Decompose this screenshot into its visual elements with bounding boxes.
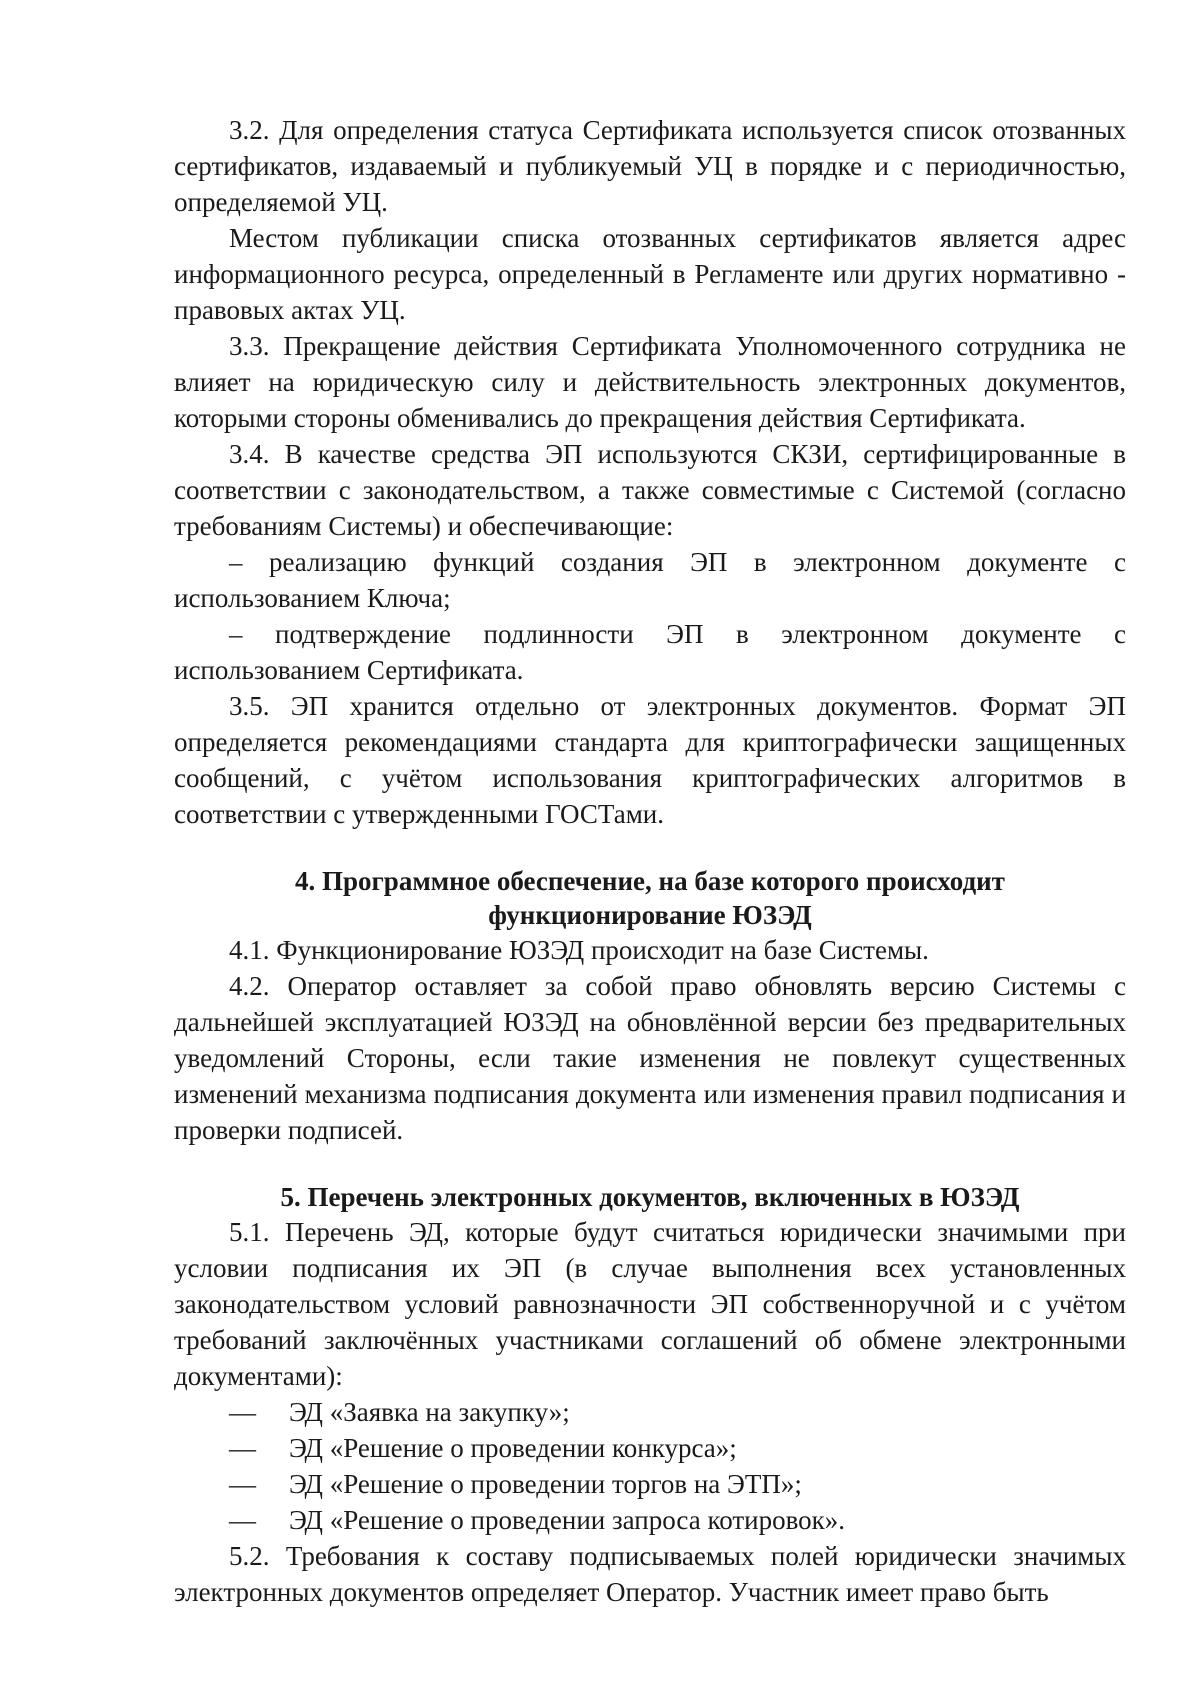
list-item-text: ЭД «Заявка на закупку»;: [289, 1397, 570, 1427]
paragraph-4-2: 4.2. Оператор оставляет за собой право обновлять версию Системы с дальнейшей эксплуатацией ЮЗЭД на обновлённой версии без предварительных уведомлений Стороны, если такие изменения не повлекут существенных изменений механизма подписания документа или изменения правил подписания и проверки подписей.: [174, 971, 1126, 1145]
paragraph-3-3: 3.3. Прекращение действия Сертификата Уполномоченного сотрудника не влияет на юридическую силу и действительность электронных документов, которыми стороны обменивались до прекращения действия Сертификата.: [174, 331, 1126, 433]
dash-bullet: —: [229, 1469, 256, 1499]
list-item: [174, 1394, 1126, 1430]
section-4-heading-line-1: 4. Программное обеспечение, на базе которого происходит: [295, 866, 1005, 896]
section-5-heading: 5. Перечень электронных документов, включенных в ЮЗЭД: [280, 1182, 1020, 1212]
section-gap: [174, 1148, 1126, 1180]
section-4-heading-line-2: функционирование ЮЗЭД: [488, 900, 812, 930]
paragraph-3-4-item-2: – подтверждение подлинности ЭП в электронном документе с использованием Сертификата.: [174, 619, 1126, 685]
paragraph-3-2: 3.2. Для определения статуса Сертификата используется список отозванных сертификатов, издаваемый и публикуемый УЦ в порядке и с периодичностью, определяемой УЦ.: [174, 115, 1126, 217]
paragraph-5-2: 5.2. Требования к составу подписываемых полей юридически значимых электронных документов определяет Оператор. Участник имеет право быть: [174, 1541, 1126, 1607]
list-item: [174, 1466, 1126, 1502]
dash-bullet: —: [229, 1505, 256, 1535]
document-body: [174, 112, 1126, 1610]
paragraph-3-5: 3.5. ЭП хранится отдельно от электронных документов. Формат ЭП определяется рекомендациями стандарта для криптографически защищенных сообщений, с учётом использования криптографических алгоритмов в соответствии с утвержденными ГОСТами.: [174, 691, 1126, 829]
dash-bullet: —: [229, 1433, 256, 1463]
paragraph-4-1: 4.1. Функционирование ЮЗЭД происходит на базе Системы.: [229, 935, 929, 965]
list-item-text: ЭД «Решение о проведении запроса котировок».: [289, 1505, 846, 1535]
paragraph-5-1: 5.1. Перечень ЭД, которые будут считаться юридически значимыми при условии подписания их ЭП (в случае выполнения всех установленных законодательством условий равнозначности ЭП собственноручной и с учётом требований заключённых участниками соглашений об обмене электронными документами):: [174, 1217, 1126, 1391]
paragraph-3-2-publication: Местом публикации списка отозванных сертификатов является адрес информационного ресурса, определенный в Регламенте или других нормативно - правовых актах УЦ.: [174, 223, 1126, 325]
list-item: [174, 1502, 1126, 1538]
paragraph-3-4-item-1: – реализацию функций создания ЭП в электронном документе с использованием Ключа;: [174, 547, 1126, 613]
section-gap: [174, 832, 1126, 864]
list-item-text: ЭД «Решение о проведении торгов на ЭТП»;: [289, 1469, 802, 1499]
list-item: [174, 1430, 1126, 1466]
paragraph-3-4: 3.4. В качестве средства ЭП используются СКЗИ, сертифицированные в соответствии с законодательством, а также совместимые с Системой (согласно требованиям Системы) и обеспечивающие:: [174, 439, 1126, 541]
list-item-text: ЭД «Решение о проведении конкурса»;: [289, 1433, 737, 1463]
dash-bullet: —: [229, 1397, 256, 1427]
